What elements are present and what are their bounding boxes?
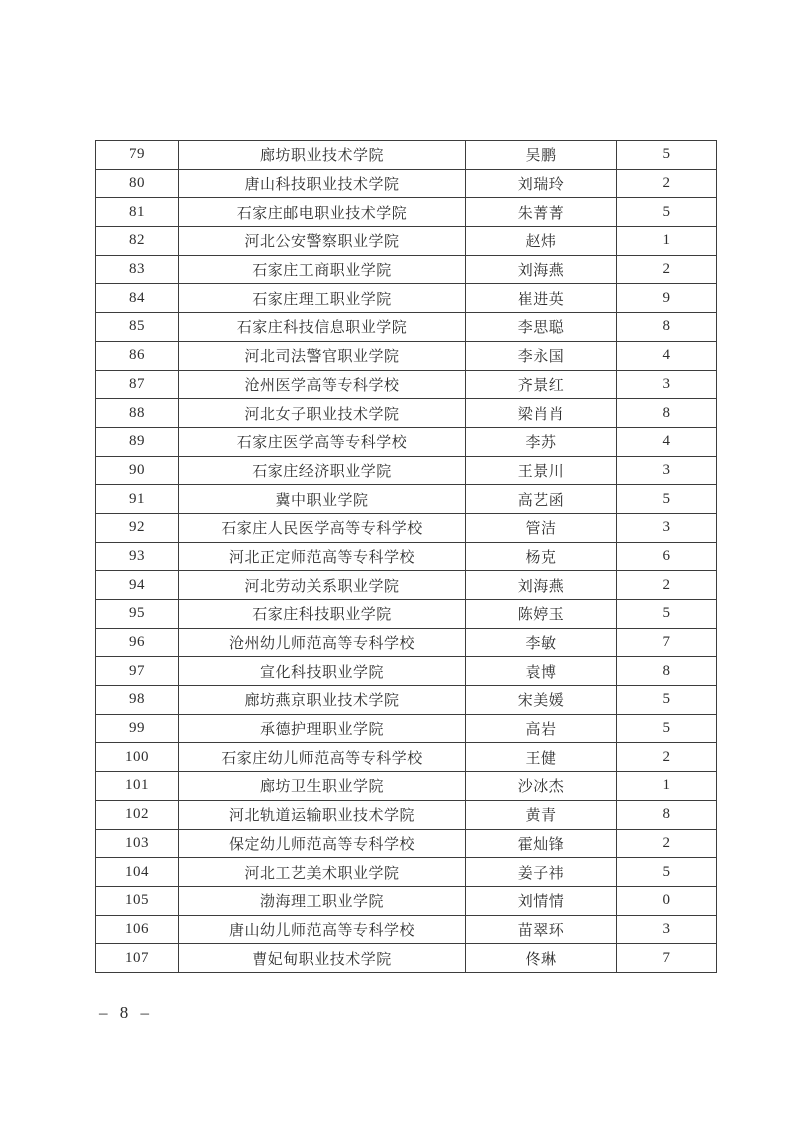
count-cell: 2 [617, 743, 717, 772]
table-row [96, 571, 717, 600]
row-number-cell: 103 [96, 829, 179, 858]
row-number-cell: 102 [96, 800, 179, 829]
person-cell: 梁肖肖 [466, 399, 617, 428]
person-cell: 陈婷玉 [466, 600, 617, 629]
person-cell: 李苏 [466, 427, 617, 456]
school-cell: 石家庄幼儿师范高等专科学校 [179, 743, 466, 772]
table-row [96, 829, 717, 858]
person-cell: 沙冰杰 [466, 772, 617, 801]
row-number-cell: 100 [96, 743, 179, 772]
person-cell: 李永国 [466, 341, 617, 370]
person-cell: 吴鹏 [466, 141, 617, 170]
school-cell: 河北轨道运输职业技术学院 [179, 800, 466, 829]
row-number-cell: 84 [96, 284, 179, 313]
table-row [96, 944, 717, 973]
person-cell: 袁博 [466, 657, 617, 686]
person-cell: 刘海燕 [466, 255, 617, 284]
count-cell: 2 [617, 829, 717, 858]
row-number-cell: 107 [96, 944, 179, 973]
row-number-cell: 83 [96, 255, 179, 284]
table-row [96, 513, 717, 542]
table-row [96, 542, 717, 571]
count-cell: 5 [617, 600, 717, 629]
person-cell: 杨克 [466, 542, 617, 571]
row-number-cell: 80 [96, 169, 179, 198]
table-row [96, 341, 717, 370]
school-cell: 石家庄理工职业学院 [179, 284, 466, 313]
row-number-cell: 91 [96, 485, 179, 514]
school-cell: 河北公安警察职业学院 [179, 227, 466, 256]
person-cell: 朱菁菁 [466, 198, 617, 227]
person-cell: 高岩 [466, 714, 617, 743]
school-cell: 宣化科技职业学院 [179, 657, 466, 686]
row-number-cell: 96 [96, 628, 179, 657]
school-cell: 唐山幼儿师范高等专科学校 [179, 915, 466, 944]
school-cell: 保定幼儿师范高等专科学校 [179, 829, 466, 858]
person-cell: 管洁 [466, 513, 617, 542]
school-cell: 廊坊职业技术学院 [179, 141, 466, 170]
count-cell: 1 [617, 772, 717, 801]
school-cell: 石家庄人民医学高等专科学校 [179, 513, 466, 542]
table-row [96, 169, 717, 198]
table-row [96, 686, 717, 715]
person-cell: 刘海燕 [466, 571, 617, 600]
table-row [96, 255, 717, 284]
person-cell: 赵炜 [466, 227, 617, 256]
table-row [96, 657, 717, 686]
row-number-cell: 92 [96, 513, 179, 542]
person-cell: 高艺函 [466, 485, 617, 514]
count-cell: 4 [617, 341, 717, 370]
school-cell: 廊坊燕京职业技术学院 [179, 686, 466, 715]
school-cell: 渤海理工职业学院 [179, 886, 466, 915]
row-number-cell: 87 [96, 370, 179, 399]
row-number-cell: 105 [96, 886, 179, 915]
count-cell: 6 [617, 542, 717, 571]
person-cell: 刘情情 [466, 886, 617, 915]
count-cell: 0 [617, 886, 717, 915]
row-number-cell: 101 [96, 772, 179, 801]
table-row [96, 772, 717, 801]
count-cell: 5 [617, 686, 717, 715]
person-cell: 李思聪 [466, 313, 617, 342]
roster-table [95, 140, 717, 973]
count-cell: 3 [617, 513, 717, 542]
count-cell: 4 [617, 427, 717, 456]
table-row [96, 284, 717, 313]
table-row [96, 800, 717, 829]
table-row [96, 600, 717, 629]
count-cell: 8 [617, 399, 717, 428]
row-number-cell: 98 [96, 686, 179, 715]
row-number-cell: 104 [96, 858, 179, 887]
count-cell: 2 [617, 255, 717, 284]
count-cell: 5 [617, 858, 717, 887]
school-cell: 曹妃甸职业技术学院 [179, 944, 466, 973]
count-cell: 2 [617, 571, 717, 600]
count-cell: 5 [617, 198, 717, 227]
row-number-cell: 90 [96, 456, 179, 485]
person-cell: 苗翠环 [466, 915, 617, 944]
table-row [96, 399, 717, 428]
roster-table-body [96, 141, 717, 973]
row-number-cell: 82 [96, 227, 179, 256]
school-cell: 石家庄邮电职业技术学院 [179, 198, 466, 227]
person-cell: 佟琳 [466, 944, 617, 973]
count-cell: 3 [617, 456, 717, 485]
count-cell: 8 [617, 657, 717, 686]
row-number-cell: 93 [96, 542, 179, 571]
row-number-cell: 89 [96, 427, 179, 456]
school-cell: 冀中职业学院 [179, 485, 466, 514]
count-cell: 5 [617, 485, 717, 514]
school-cell: 承德护理职业学院 [179, 714, 466, 743]
count-cell: 9 [617, 284, 717, 313]
row-number-cell: 94 [96, 571, 179, 600]
person-cell: 李敏 [466, 628, 617, 657]
table-row [96, 141, 717, 170]
table-row [96, 485, 717, 514]
row-number-cell: 81 [96, 198, 179, 227]
person-cell: 王健 [466, 743, 617, 772]
count-cell: 7 [617, 944, 717, 973]
school-cell: 河北司法警官职业学院 [179, 341, 466, 370]
person-cell: 霍灿锋 [466, 829, 617, 858]
row-number-cell: 99 [96, 714, 179, 743]
school-cell: 河北女子职业技术学院 [179, 399, 466, 428]
count-cell: 1 [617, 227, 717, 256]
table-row [96, 886, 717, 915]
school-cell: 河北劳动关系职业学院 [179, 571, 466, 600]
school-cell: 石家庄工商职业学院 [179, 255, 466, 284]
person-cell: 宋美媛 [466, 686, 617, 715]
school-cell: 唐山科技职业技术学院 [179, 169, 466, 198]
school-cell: 沧州幼儿师范高等专科学校 [179, 628, 466, 657]
count-cell: 5 [617, 714, 717, 743]
person-cell: 王景川 [466, 456, 617, 485]
school-cell: 河北工艺美术职业学院 [179, 858, 466, 887]
school-cell: 河北正定师范高等专科学校 [179, 542, 466, 571]
table-row [96, 714, 717, 743]
count-cell: 3 [617, 370, 717, 399]
table-row [96, 370, 717, 399]
count-cell: 8 [617, 800, 717, 829]
school-cell: 石家庄经济职业学院 [179, 456, 466, 485]
school-cell: 石家庄科技信息职业学院 [179, 313, 466, 342]
table-row [96, 915, 717, 944]
row-number-cell: 95 [96, 600, 179, 629]
row-number-cell: 97 [96, 657, 179, 686]
person-cell: 刘瑞玲 [466, 169, 617, 198]
count-cell: 5 [617, 141, 717, 170]
table-row [96, 198, 717, 227]
table-row [96, 313, 717, 342]
row-number-cell: 85 [96, 313, 179, 342]
row-number-cell: 88 [96, 399, 179, 428]
person-cell: 崔进英 [466, 284, 617, 313]
row-number-cell: 106 [96, 915, 179, 944]
count-cell: 8 [617, 313, 717, 342]
school-cell: 沧州医学高等专科学校 [179, 370, 466, 399]
table-row [96, 628, 717, 657]
person-cell: 齐景红 [466, 370, 617, 399]
table-row [96, 743, 717, 772]
row-number-cell: 79 [96, 141, 179, 170]
table-row [96, 427, 717, 456]
school-cell: 廊坊卫生职业学院 [179, 772, 466, 801]
table-row [96, 227, 717, 256]
person-cell: 黄青 [466, 800, 617, 829]
school-cell: 石家庄医学高等专科学校 [179, 427, 466, 456]
page-number: – 8 – [99, 1003, 153, 1022]
table-row [96, 456, 717, 485]
count-cell: 7 [617, 628, 717, 657]
row-number-cell: 86 [96, 341, 179, 370]
count-cell: 3 [617, 915, 717, 944]
table-row [96, 858, 717, 887]
school-cell: 石家庄科技职业学院 [179, 600, 466, 629]
count-cell: 2 [617, 169, 717, 198]
person-cell: 姜子祎 [466, 858, 617, 887]
